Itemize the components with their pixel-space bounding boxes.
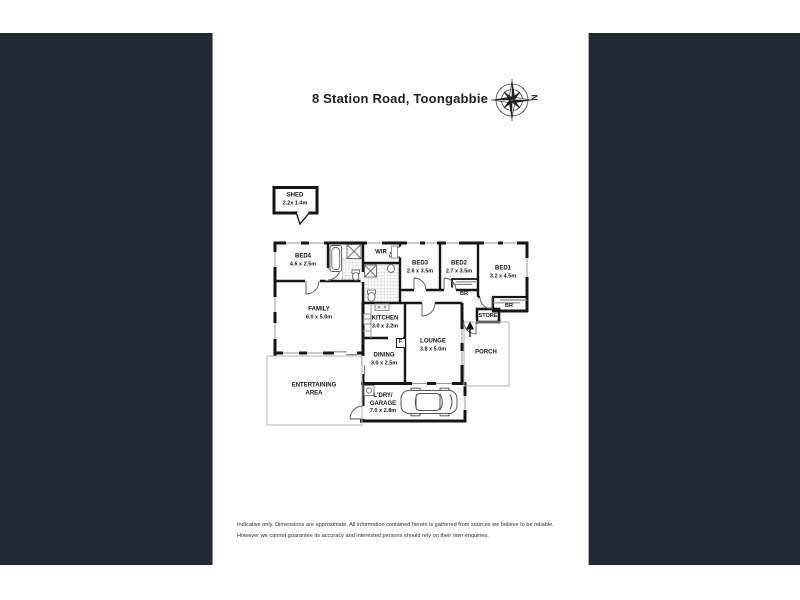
room-label-bed3: BED3 2.6 x 3.5m (406, 260, 434, 274)
room-label-bed1: BED1 3.2 x 4.5m (489, 265, 517, 279)
room-label-bed2: BED2 2.7 x 3.5m (445, 260, 473, 274)
car-icon (401, 388, 457, 416)
room-label-store: STORE (478, 312, 498, 319)
disclaimer-text: Indicative only. Dimensions are approximate. All information contained herein is gathered from sources we believe to be reliable. However we cannot guarantee its accuracy and interested persons should rely on their own enquiries. (237, 522, 554, 539)
page-title: 8 Station Road, Toongabbie (311, 91, 489, 106)
entry-arrow-icon (467, 323, 473, 338)
compass-north-label: N (529, 94, 539, 101)
bathtub-icon (330, 246, 342, 272)
basin-icon (388, 265, 395, 273)
room-label-entertaining: ENTERTAINING AREA (291, 382, 337, 396)
room-label-porch: PORCH (475, 349, 497, 356)
room-label-wir: WIR (375, 249, 387, 256)
wir-shelf (392, 246, 398, 258)
room-label-garage: L'DRY/ GARAGE 7.0 x 2.8m (369, 392, 397, 414)
robe-label-bed1: BR (505, 303, 513, 309)
room-label-dining: DINING 3.0 x 2.5m (370, 352, 398, 366)
fireplace-icon: F (396, 338, 406, 348)
room-label-family: FAMILY 6.0 x 5.0m (305, 306, 333, 320)
room-label-bed4: BED4 4.6 x 2.5m (289, 253, 317, 267)
room-label-lounge: LOUNGE 3.8 x 5.0m (419, 338, 447, 352)
robe-label-bed2: BR (460, 291, 468, 297)
room-label-shed: SHED 2.2x 1.4m (282, 192, 308, 206)
room-label-kitchen: KITCHEN 3.0 x 3.2m (371, 315, 399, 329)
